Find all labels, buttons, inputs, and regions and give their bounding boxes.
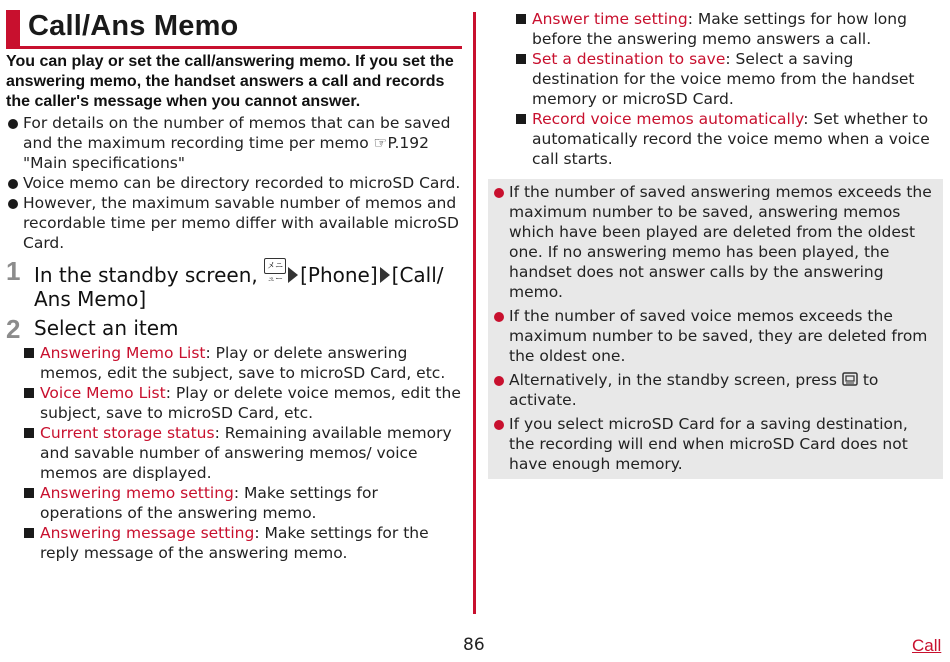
step-item-phone: [Phone]	[300, 263, 378, 287]
section-header	[6, 8, 462, 48]
item-term: Answering Memo List	[40, 344, 206, 362]
bullet-item: For details on the number of memos that can be saved and the maximum recording time per memo ☞P.192 "Main specifications"	[6, 113, 464, 173]
list-item	[22, 523, 464, 563]
right-column	[514, 9, 944, 169]
note-item: If the number of saved voice memos exceeds the maximum number to be saved, they are deleted from the oldest one.	[492, 306, 937, 366]
section-link-call[interactable]: Call	[912, 636, 942, 655]
item-desc: : Play or delete voice memos, edit the subject, save to microSD Card, etc.	[40, 384, 461, 422]
item-term: Voice Memo List	[40, 384, 166, 402]
note-text-after: to activate.	[509, 371, 879, 409]
item-term: Answer time setting	[532, 10, 688, 28]
item-term: Answering message setting	[40, 524, 255, 542]
column-divider	[473, 12, 476, 614]
bullet-item: However, the maximum savable number of memos and recordable time per memo differ with available microSD Card.	[6, 193, 464, 253]
item-desc: : Make settings for how long before the answering memo answers a call.	[532, 10, 907, 48]
page-title: Call/Ans Memo	[28, 10, 239, 42]
intro-bullets	[6, 113, 464, 253]
note-item: If the number of saved answering memos exceeds the maximum number to be saved, answering memos which have been played are deleted from the oldest one. If no answering memo has been played, the handset does not answer calls by the answering memo.	[492, 182, 937, 302]
item-desc: : Select a saving destination for the voice memo from the handset memory or microSD Card.	[532, 50, 915, 108]
item-desc: : Set whether to automatically record the voice memo when a voice call starts.	[532, 110, 930, 168]
item-desc: : Play or delete answering memos, edit the subject, save to microSD Card, etc.	[40, 344, 446, 382]
item-term: Set a destination to save	[532, 50, 726, 68]
title-underline	[6, 46, 462, 49]
item-desc: : Make settings for the reply message of the answering memo.	[40, 524, 429, 562]
item-term: Current storage status	[40, 424, 215, 442]
list-item	[22, 483, 464, 523]
note-item: If you select microSD Card for a saving destination, the recording will end when microSD Card does not have enough memory.	[492, 414, 937, 474]
list-item	[514, 109, 944, 169]
list-item	[514, 49, 944, 109]
menu-key-icon: メニュー	[264, 258, 286, 274]
step-text	[34, 258, 464, 311]
left-column	[6, 52, 464, 563]
step-number: 1	[6, 256, 21, 286]
item-term: Answering memo setting	[40, 484, 234, 502]
list-item	[22, 383, 464, 423]
bullet-item: Voice memo can be directory recorded to microSD Card.	[6, 173, 464, 193]
step-number: 2	[6, 314, 21, 344]
note-item	[492, 370, 937, 410]
notes-list	[492, 182, 937, 474]
step-text: Select an item	[34, 316, 179, 340]
step-text-before: In the standby screen,	[34, 263, 265, 287]
list-item	[22, 423, 464, 483]
note-text-before: Alternatively, in the standby screen, press	[509, 371, 842, 389]
item-list	[22, 343, 464, 563]
arrow-right-icon	[380, 267, 390, 283]
step-1	[6, 258, 464, 311]
title-accent-bar	[6, 10, 20, 46]
step-2	[6, 314, 464, 344]
memo-key-icon	[842, 372, 858, 386]
arrow-right-icon	[288, 267, 298, 283]
item-desc: : Make settings for operations of the answering memo.	[40, 484, 378, 522]
notes-box	[488, 179, 943, 479]
list-item	[514, 9, 944, 49]
item-term: Record voice memos automatically	[532, 110, 804, 128]
list-item	[22, 343, 464, 383]
step-item-call-ans-memo: [Call/ Ans Memo]	[34, 263, 444, 311]
item-desc: : Remaining available memory and savable number of answering memos/ voice memos are displayed.	[40, 424, 452, 482]
item-list-continued	[514, 9, 944, 169]
intro-paragraph: You can play or set the call/answering memo. If you set the answering memo, the handset answers a call and records the caller's message when you cannot answer.	[6, 53, 454, 110]
page-number: 86	[463, 635, 485, 655]
